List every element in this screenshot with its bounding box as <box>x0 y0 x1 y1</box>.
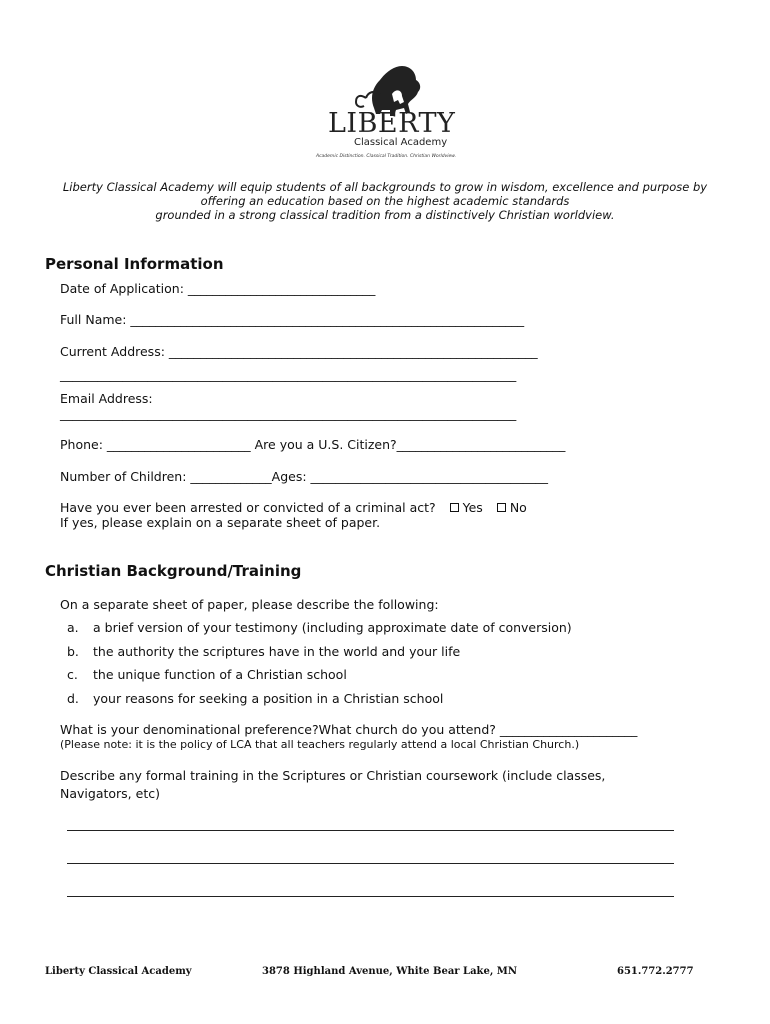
policy-note: (Please note: it is the policy of LCA that all teachers regularly attend a local Christian Church.) <box>60 738 580 751</box>
list-item-letter: a. <box>67 620 79 635</box>
phone-citizen-field[interactable]: Phone: _______________________ Are you a U.S. Citizen?___________________________ <box>60 437 566 452</box>
list-item <box>67 620 572 635</box>
list-item-text: your reasons for seeking a position in a Christian school <box>93 691 444 706</box>
arrested-question-row <box>60 500 527 515</box>
training-answer-line-3[interactable] <box>67 896 674 897</box>
email-label: Email Address: <box>60 391 153 406</box>
footer-school-name: Liberty Classical Academy <box>45 966 192 977</box>
arrested-note: If yes, please explain on a separate sheet of paper. <box>60 515 381 530</box>
list-item-text: the authority the scriptures have in the world and your life <box>93 644 461 659</box>
list-item-letter: c. <box>67 667 78 682</box>
christian-background-heading: Christian Background/Training <box>45 562 302 580</box>
arrested-question: Have you ever been arrested or convicted of a criminal act? <box>60 500 436 515</box>
logo-name: LIBERTY <box>328 108 456 139</box>
logo-tagline: Academic Distinction. Classical Tradition. Christian Worldview. <box>316 154 457 159</box>
footer-phone: 651.772.2777 <box>617 966 694 977</box>
current-address-line-2-field[interactable]: _________________________________________________________________________ <box>60 367 517 382</box>
date-of-application-field[interactable]: Date of Application: ______________________________ <box>60 281 376 296</box>
school-logo <box>310 58 470 166</box>
list-item <box>67 691 443 706</box>
footer-address: 3878 Highland Avenue, White Bear Lake, MN <box>262 966 518 977</box>
list-item <box>67 667 347 682</box>
no-label: No <box>509 500 527 515</box>
mission-statement <box>40 180 730 222</box>
list-item-letter: b. <box>67 644 79 659</box>
yes-label: Yes <box>462 500 483 515</box>
email-field[interactable]: _________________________________________________________________________ <box>60 406 517 421</box>
training-answer-line-2[interactable] <box>67 863 674 864</box>
training-question-line-1: Describe any formal training in the Scriptures or Christian coursework (include classes, <box>60 768 606 783</box>
mission-line-1: Liberty Classical Academy will equip students of all backgrounds to grow in wisdom, excellence and purpose by <box>62 180 708 194</box>
training-answer-line-1[interactable] <box>67 830 674 831</box>
christian-intro: On a separate sheet of paper, please describe the following: <box>60 597 439 612</box>
no-checkbox[interactable] <box>497 503 506 512</box>
yes-checkbox[interactable] <box>450 503 459 512</box>
list-item-letter: d. <box>67 691 79 706</box>
current-address-field[interactable]: Current Address: ___________________________________________________________ <box>60 344 538 359</box>
children-ages-field[interactable]: Number of Children: _____________Ages: ______________________________________ <box>60 469 549 484</box>
mission-line-3: grounded in a strong classical tradition from a distinctively Christian worldview. <box>155 208 615 222</box>
list-item <box>67 644 460 659</box>
full-name-field[interactable]: Full Name: _______________________________________________________________ <box>60 312 525 327</box>
training-question-line-2: Navigators, etc) <box>60 786 160 801</box>
mission-line-2: offering an education based on the highest academic standards <box>200 194 570 208</box>
personal-info-heading: Personal Information <box>45 255 224 273</box>
denomination-field[interactable]: What is your denominational preference?What church do you attend? ______________________ <box>60 722 638 737</box>
list-item-text: the unique function of a Christian school <box>93 667 347 682</box>
list-item-text: a brief version of your testimony (including approximate date of conversion) <box>93 620 572 635</box>
logo-subtitle: Classical Academy <box>354 137 448 148</box>
